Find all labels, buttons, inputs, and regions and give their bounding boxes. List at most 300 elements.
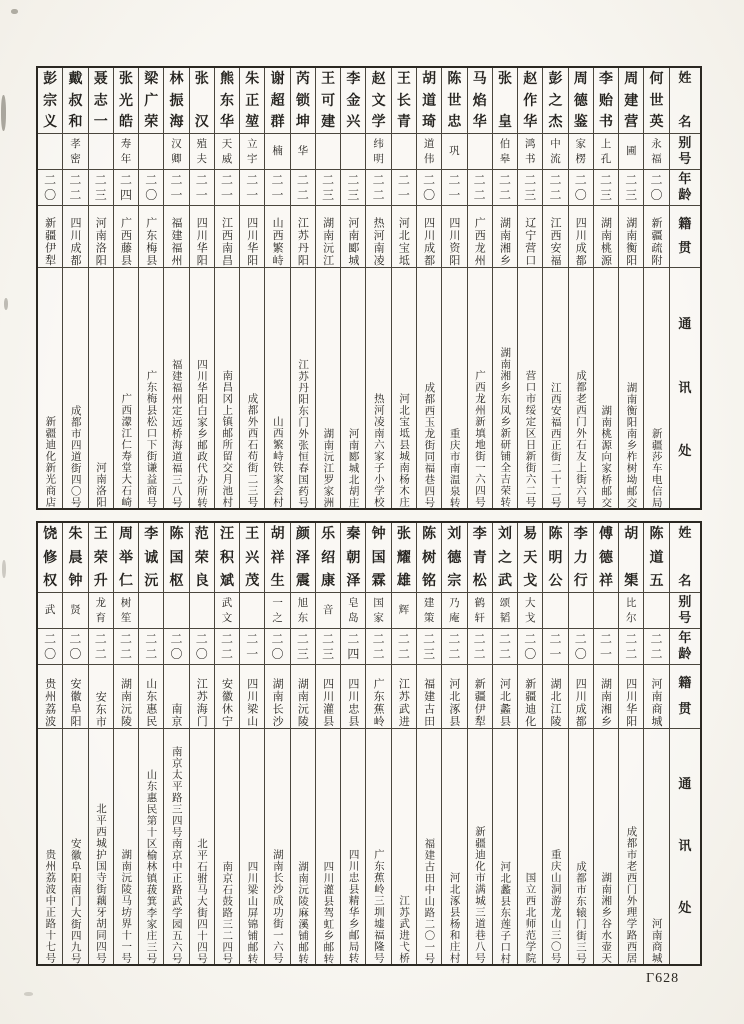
alias-cell bbox=[164, 593, 188, 629]
native-place-cell: 四川资阳 bbox=[442, 206, 466, 268]
name-cell: 聂 志 一 bbox=[89, 68, 113, 134]
alias-cell bbox=[543, 593, 567, 629]
native-place-cell: 四川成都 bbox=[417, 206, 441, 268]
entry-column bbox=[214, 523, 239, 964]
address-cell: 山东惠民第十区榆林镇菝箕李家庄三号 bbox=[145, 768, 158, 964]
address-cell: 四川忠县精华乡邮局转 bbox=[347, 849, 360, 964]
age-cell: 二 三 bbox=[316, 629, 340, 665]
alias-cell: 永 福 bbox=[644, 134, 668, 170]
native-place-cell: 新疆伊犁 bbox=[38, 206, 62, 268]
alias-cell: 道 伟 bbox=[417, 134, 441, 170]
address-cell: 成都外西石苟街二三号 bbox=[246, 393, 259, 508]
native-place-cell: 河北蠡县 bbox=[493, 665, 517, 729]
entry-column bbox=[365, 523, 390, 964]
alias-cell bbox=[594, 593, 618, 629]
entry-column bbox=[643, 68, 668, 508]
entry-column bbox=[163, 523, 188, 964]
native-place-cell: 新疆伊犁 bbox=[468, 665, 492, 729]
alias-cell: 音 bbox=[316, 593, 340, 629]
age-cell: 二 四 bbox=[114, 170, 138, 206]
header-age: 年 龄 bbox=[670, 629, 700, 665]
native-place-cell: 湖南衡阳 bbox=[619, 206, 643, 268]
header-native-place: 籍 贯 bbox=[670, 665, 700, 729]
age-cell: 二 二 bbox=[63, 170, 87, 206]
address-cell: 湖南湘乡东凤乡新研铺全吉荣转 bbox=[499, 347, 512, 508]
alias-cell: 孝 密 bbox=[63, 134, 87, 170]
native-place-cell: 四川忠县 bbox=[341, 665, 365, 729]
age-cell: 二 二 bbox=[442, 629, 466, 665]
address-cell: 南京石鼓路三二四号 bbox=[221, 860, 234, 964]
native-place-cell: 四川华阳 bbox=[190, 206, 214, 268]
native-place-cell: 河南郾城 bbox=[341, 206, 365, 268]
native-place-cell: 热河南凌 bbox=[366, 206, 390, 268]
entry-column bbox=[239, 68, 264, 508]
name-cell: 王 可 建 bbox=[316, 68, 340, 134]
alias-cell: 建 策 bbox=[417, 593, 441, 629]
alias-cell: 天 威 bbox=[215, 134, 239, 170]
address-cell: 山西繁峙铁家会村 bbox=[271, 416, 284, 508]
age-cell: 二 三 bbox=[594, 170, 618, 206]
name-cell: 胡 祥 生 bbox=[265, 523, 289, 593]
entry-column bbox=[163, 68, 188, 508]
alias-cell: 比 尔 bbox=[619, 593, 643, 629]
name-cell: 李 贻 书 bbox=[594, 68, 618, 134]
entry-column bbox=[365, 68, 390, 508]
age-cell: 二 〇 bbox=[38, 170, 62, 206]
name-cell: 王 兴 茂 bbox=[240, 523, 264, 593]
age-cell: 二 一 bbox=[543, 629, 567, 665]
name-cell: 熊 东 华 bbox=[215, 68, 239, 134]
address-cell: 重庆山洞游龙山三〇号 bbox=[549, 849, 562, 964]
address-cell: 安徽阜阳南门大街四九号 bbox=[69, 837, 82, 964]
alias-cell: 贤 bbox=[63, 593, 87, 629]
address-cell: 福建古田中山路二〇一号 bbox=[423, 837, 436, 964]
native-place-cell: 四川华阳 bbox=[240, 206, 264, 268]
name-cell: 陈 明 公 bbox=[543, 523, 567, 593]
alias-cell: 武 文 bbox=[215, 593, 239, 629]
entry-column bbox=[618, 523, 643, 964]
native-place-cell: 四川成都 bbox=[569, 206, 593, 268]
address-cell: 湖南长沙成功街一六号 bbox=[271, 849, 284, 964]
entry-column bbox=[38, 68, 62, 508]
alias-cell bbox=[392, 134, 416, 170]
age-cell: 二 三 bbox=[89, 170, 113, 206]
age-cell: 二 三 bbox=[341, 170, 365, 206]
name-cell: 陈 国 枢 bbox=[164, 523, 188, 593]
address-cell: 四川灌县驾虹乡邮转 bbox=[322, 860, 335, 964]
address-cell: 河南郾城北胡庄 bbox=[347, 427, 360, 508]
address-cell: 四川华阳白家乡邮政代办所转 bbox=[196, 358, 209, 508]
address-cell: 四川梁山屏锦铺邮转 bbox=[246, 860, 259, 964]
header-age: 年 龄 bbox=[670, 170, 700, 206]
entry-column bbox=[315, 68, 340, 508]
age-cell: 二 二 bbox=[493, 629, 517, 665]
address-cell: 河南商城 bbox=[650, 918, 663, 964]
name-cell: 张 汉 bbox=[190, 68, 214, 134]
address-cell: 成都市老西门外理学路西居 bbox=[625, 826, 638, 964]
name-cell: 陈 树 铭 bbox=[417, 523, 441, 593]
scan-artifact bbox=[2, 560, 6, 578]
alias-cell: 旭 东 bbox=[291, 593, 315, 629]
native-place-cell: 湖南湘乡 bbox=[493, 206, 517, 268]
name-cell: 张 耀 雄 bbox=[392, 523, 416, 593]
header-name: 姓 名 bbox=[670, 523, 700, 593]
header-address: 通 讯 处 bbox=[678, 317, 692, 459]
alias-cell: 武 bbox=[38, 593, 62, 629]
directory-table-bottom bbox=[36, 521, 702, 966]
age-cell: 二 二 bbox=[468, 629, 492, 665]
address-cell: 河北宝坻县城南杨木庄 bbox=[398, 393, 411, 508]
entry-column bbox=[416, 68, 441, 508]
native-place-cell: 河北宝坻 bbox=[392, 206, 416, 268]
native-place-cell: 新疆迪化 bbox=[518, 665, 542, 729]
age-cell: 二 〇 bbox=[190, 629, 214, 665]
name-cell: 何 世 英 bbox=[644, 68, 668, 134]
alias-cell: 殖 夫 bbox=[190, 134, 214, 170]
alias-cell: 家 楞 bbox=[569, 134, 593, 170]
entry-column bbox=[290, 523, 315, 964]
alias-cell: 楠 bbox=[265, 134, 289, 170]
native-place-cell: 河南商城 bbox=[644, 665, 668, 729]
entry-column bbox=[88, 68, 113, 508]
age-cell: 二 二 bbox=[215, 629, 239, 665]
native-place-cell: 湖南沅陵 bbox=[291, 665, 315, 729]
entry-column bbox=[542, 68, 567, 508]
entry-column bbox=[38, 523, 62, 964]
age-cell: 二 一 bbox=[594, 629, 618, 665]
name-cell: 李 力 行 bbox=[569, 523, 593, 593]
name-cell: 乐 绍 康 bbox=[316, 523, 340, 593]
address-cell: 河北蠡县东莲子口村 bbox=[499, 860, 512, 964]
alias-cell: 伯 皋 bbox=[493, 134, 517, 170]
address-cell: 北平西城护国寺街藕牙胡同四号 bbox=[94, 803, 107, 964]
address-cell: 南京太平路三四号南京中正路武学园五六号 bbox=[170, 745, 183, 964]
native-place-cell: 河南洛阳 bbox=[89, 206, 113, 268]
entry-column bbox=[416, 523, 441, 964]
entry-column bbox=[441, 523, 466, 964]
alias-cell: 龙 育 bbox=[89, 593, 113, 629]
name-cell: 易 天 戈 bbox=[518, 523, 542, 593]
alias-cell: 大 戈 bbox=[518, 593, 542, 629]
alias-cell bbox=[468, 134, 492, 170]
alias-cell: 树 笙 bbox=[114, 593, 138, 629]
age-cell: 二 二 bbox=[139, 629, 163, 665]
entry-column bbox=[290, 68, 315, 508]
name-cell: 彭 之 杰 bbox=[543, 68, 567, 134]
address-cell: 河北涿县杨和庄村 bbox=[448, 872, 461, 964]
header-alias: 别 号 bbox=[670, 593, 700, 629]
alias-cell bbox=[190, 593, 214, 629]
age-cell: 二 二 bbox=[543, 170, 567, 206]
age-cell: 二 〇 bbox=[63, 629, 87, 665]
address-cell: 江西安福西正街二十二号 bbox=[549, 381, 562, 508]
scan-artifact bbox=[24, 992, 33, 996]
native-place-cell: 江苏武进 bbox=[392, 665, 416, 729]
age-cell: 二 二 bbox=[619, 629, 643, 665]
address-cell: 营口市绥定区日新街六二号 bbox=[524, 370, 537, 508]
name-cell: 刘 德 宗 bbox=[442, 523, 466, 593]
name-cell: 梁 广 荣 bbox=[139, 68, 163, 134]
age-cell: 二 三 bbox=[316, 170, 340, 206]
name-cell: 周 德 鉴 bbox=[569, 68, 593, 134]
address-cell: 成都老西门外石友上街六号 bbox=[575, 370, 587, 508]
address-cell: 广西龙州新填地街一六四号 bbox=[473, 370, 486, 508]
alias-cell: 鸿 书 bbox=[518, 134, 542, 170]
age-cell: 二 〇 bbox=[38, 629, 62, 665]
age-cell: 二 〇 bbox=[644, 170, 668, 206]
alias-cell bbox=[240, 593, 264, 629]
name-cell: 胡 道 琦 bbox=[417, 68, 441, 134]
age-cell: 二 四 bbox=[341, 629, 365, 665]
address-cell: 湖南湘乡谷水壶天 bbox=[600, 872, 613, 964]
page-number: Γ628 bbox=[646, 971, 680, 986]
entry-column bbox=[340, 68, 365, 508]
directory-table-top bbox=[36, 66, 702, 510]
age-cell: 二 〇 bbox=[569, 629, 593, 665]
name-cell: 张 光 皓 bbox=[114, 68, 138, 134]
alias-cell: 纬 明 bbox=[366, 134, 390, 170]
age-cell: 二 三 bbox=[291, 629, 315, 665]
native-place-cell: 江苏海门 bbox=[190, 665, 214, 729]
native-place-cell: 广东梅县 bbox=[139, 206, 163, 268]
age-cell: 二 二 bbox=[493, 170, 517, 206]
alias-cell: 鹤 轩 bbox=[468, 593, 492, 629]
alias-cell bbox=[38, 134, 62, 170]
alias-cell bbox=[139, 593, 163, 629]
age-cell: 二 二 bbox=[644, 629, 668, 665]
address-cell: 广西濛江仁寿堂大石崎 bbox=[120, 393, 133, 508]
entry-column bbox=[138, 68, 163, 508]
age-cell: 二 二 bbox=[291, 170, 315, 206]
entry-column bbox=[214, 68, 239, 508]
native-place-cell: 四川梁山 bbox=[240, 665, 264, 729]
native-place-cell: 四川成都 bbox=[569, 665, 593, 729]
address-cell: 新疆迪化新光商店 bbox=[44, 416, 57, 508]
native-place-cell: 广西藤县 bbox=[114, 206, 138, 268]
entry-column bbox=[113, 68, 138, 508]
address-cell: 广东蕉岭三圳墟福隆号 bbox=[372, 849, 385, 964]
name-cell: 饶 修 权 bbox=[38, 523, 62, 593]
entry-column bbox=[593, 68, 618, 508]
native-place-cell: 安东市 bbox=[89, 665, 113, 729]
entry-column bbox=[189, 68, 214, 508]
entry-column bbox=[264, 523, 289, 964]
native-place-cell: 四川成都 bbox=[63, 206, 87, 268]
native-place-cell: 安徽阜阳 bbox=[63, 665, 87, 729]
native-place-cell: 湖北江陵 bbox=[543, 665, 567, 729]
native-place-cell: 辽宁营口 bbox=[518, 206, 542, 268]
name-cell: 赵 作 华 bbox=[518, 68, 542, 134]
entry-column bbox=[593, 523, 618, 964]
age-cell: 二 二 bbox=[89, 629, 113, 665]
entry-column bbox=[517, 523, 542, 964]
name-cell: 傅 德 祥 bbox=[594, 523, 618, 593]
name-cell: 李 诚 沅 bbox=[139, 523, 163, 593]
age-cell: 二 一 bbox=[392, 170, 416, 206]
native-place-cell: 湖南桃源 bbox=[594, 206, 618, 268]
name-cell: 刘 之 武 bbox=[493, 523, 517, 593]
address-cell: 成都市四道街四〇号 bbox=[69, 404, 82, 508]
name-cell: 王 荣 升 bbox=[89, 523, 113, 593]
name-cell: 周 举 仁 bbox=[114, 523, 138, 593]
age-cell: 二 一 bbox=[442, 170, 466, 206]
name-cell: 陈 道 五 bbox=[644, 523, 668, 593]
native-place-cell: 广西龙州 bbox=[468, 206, 492, 268]
address-cell: 北平石驸马大街四十四号 bbox=[196, 837, 209, 964]
name-cell: 胡 榘 bbox=[619, 523, 643, 593]
address-cell: 江苏武进弋桥 bbox=[398, 895, 411, 964]
native-place-cell: 新疆疏附 bbox=[644, 206, 668, 268]
age-cell: 二 一 bbox=[190, 170, 214, 206]
age-cell: 二 一 bbox=[164, 170, 188, 206]
address-cell: 湖南沅陵马坊界十一号 bbox=[120, 849, 133, 964]
entry-column bbox=[643, 523, 668, 964]
name-cell: 朱 晨 钟 bbox=[63, 523, 87, 593]
name-cell: 马 焰 华 bbox=[468, 68, 492, 134]
name-cell: 王 长 青 bbox=[392, 68, 416, 134]
alias-cell: 华 bbox=[291, 134, 315, 170]
native-place-cell: 湖南沅陵 bbox=[114, 665, 138, 729]
entry-column bbox=[517, 68, 542, 508]
scan-artifact bbox=[1, 95, 6, 131]
address-cell: 热河凌南六家子小学校 bbox=[372, 393, 385, 508]
native-place-cell: 湖南沅江 bbox=[316, 206, 340, 268]
name-cell: 彭 宗 义 bbox=[38, 68, 62, 134]
alias-cell bbox=[89, 134, 113, 170]
address-cell: 广东梅县松口下街谦益商号 bbox=[145, 370, 158, 508]
native-place-cell: 四川灌县 bbox=[316, 665, 340, 729]
address-cell: 南昌冈上镇邮所留交月池村 bbox=[221, 370, 234, 508]
age-cell: 二 二 bbox=[366, 170, 390, 206]
address-cell: 湖南衡阳南乡柞树坳邮交 bbox=[625, 381, 638, 508]
native-place-cell: 南京 bbox=[164, 665, 188, 729]
address-cell: 湖南沅江罗家洲 bbox=[322, 427, 335, 508]
alias-cell: 乃 庵 bbox=[442, 593, 466, 629]
native-place-cell: 湖南湘乡 bbox=[594, 665, 618, 729]
name-cell: 颜 泽 震 bbox=[291, 523, 315, 593]
native-place-cell: 广东蕉岭 bbox=[366, 665, 390, 729]
age-cell: 二 三 bbox=[619, 170, 643, 206]
name-cell: 汪 积 斌 bbox=[215, 523, 239, 593]
native-place-cell: 福建古田 bbox=[417, 665, 441, 729]
address-cell: 河南洛阳 bbox=[94, 462, 107, 508]
name-cell: 范 荣 良 bbox=[190, 523, 214, 593]
alias-cell: 国 家 bbox=[366, 593, 390, 629]
header-native-place: 籍 贯 bbox=[670, 206, 700, 268]
alias-cell bbox=[341, 134, 365, 170]
header-alias: 别 号 bbox=[670, 134, 700, 170]
age-cell: 二 一 bbox=[265, 170, 289, 206]
alias-cell bbox=[569, 593, 593, 629]
name-cell: 戴 叔 和 bbox=[63, 68, 87, 134]
scan-artifact bbox=[11, 9, 18, 14]
entry-column bbox=[492, 68, 517, 508]
name-cell: 李 青 松 bbox=[468, 523, 492, 593]
scan-artifact bbox=[4, 298, 8, 310]
header-address: 通 讯 处 bbox=[678, 777, 692, 916]
alias-cell: 上 孔 bbox=[594, 134, 618, 170]
age-cell: 二 二 bbox=[114, 629, 138, 665]
entry-column bbox=[62, 523, 87, 964]
name-cell: 陈 世 忠 bbox=[442, 68, 466, 134]
entry-column bbox=[568, 68, 593, 508]
native-place-cell: 四川华阳 bbox=[619, 665, 643, 729]
alias-cell: 圃 bbox=[619, 134, 643, 170]
native-place-cell: 安徽休宁 bbox=[215, 665, 239, 729]
address-cell: 成都西玉龙街同福巷四号 bbox=[423, 381, 436, 508]
entry-column bbox=[113, 523, 138, 964]
age-cell: 二 〇 bbox=[569, 170, 593, 206]
name-cell: 赵 文 学 bbox=[366, 68, 390, 134]
alias-cell: 辉 bbox=[392, 593, 416, 629]
name-cell: 张 皇 bbox=[493, 68, 517, 134]
header-column bbox=[669, 523, 700, 964]
entry-column bbox=[568, 523, 593, 964]
name-cell: 芮 锁 坤 bbox=[291, 68, 315, 134]
entry-column bbox=[391, 68, 416, 508]
address-cell: 贵州荔波中正路十七号 bbox=[44, 849, 57, 964]
age-cell: 二 三 bbox=[417, 629, 441, 665]
entry-column bbox=[189, 523, 214, 964]
age-cell: 二 二 bbox=[392, 629, 416, 665]
alias-cell: 颂 韬 bbox=[493, 593, 517, 629]
address-cell: 重庆市南温泉转 bbox=[448, 427, 461, 508]
header-column bbox=[669, 68, 700, 508]
age-cell: 二 〇 bbox=[518, 629, 542, 665]
native-place-cell: 山东惠民 bbox=[139, 665, 163, 729]
alias-cell bbox=[316, 134, 340, 170]
native-place-cell: 江苏丹阳 bbox=[291, 206, 315, 268]
name-cell: 秦 朝 泽 bbox=[341, 523, 365, 593]
alias-cell: 皂 岛 bbox=[341, 593, 365, 629]
age-cell: 二 一 bbox=[215, 170, 239, 206]
entry-column bbox=[62, 68, 87, 508]
entry-column bbox=[467, 523, 492, 964]
entry-column bbox=[264, 68, 289, 508]
alias-cell: 巩 bbox=[442, 134, 466, 170]
native-place-cell: 江西南昌 bbox=[215, 206, 239, 268]
name-cell: 林 振 海 bbox=[164, 68, 188, 134]
native-place-cell: 江西安福 bbox=[543, 206, 567, 268]
entry-column bbox=[492, 523, 517, 964]
age-cell: 二 二 bbox=[468, 170, 492, 206]
address-cell: 福建福州定远桥海道福三八号 bbox=[170, 358, 183, 508]
alias-cell: 立 宇 bbox=[240, 134, 264, 170]
age-cell: 二 二 bbox=[366, 629, 390, 665]
name-cell: 钟 国 霖 bbox=[366, 523, 390, 593]
native-place-cell: 湖南长沙 bbox=[265, 665, 289, 729]
age-cell: 二 三 bbox=[518, 170, 542, 206]
name-cell: 朱 正 堃 bbox=[240, 68, 264, 134]
alias-cell bbox=[139, 134, 163, 170]
address-cell: 江苏丹阳东门外张恒春国药号 bbox=[297, 358, 310, 508]
age-cell: 二 〇 bbox=[139, 170, 163, 206]
native-place-cell: 贵州荔波 bbox=[38, 665, 62, 729]
entry-column bbox=[467, 68, 492, 508]
native-place-cell: 福建福州 bbox=[164, 206, 188, 268]
address-cell: 新疆迪化市满城三道巷八号 bbox=[473, 826, 486, 964]
alias-cell: 一 之 bbox=[265, 593, 289, 629]
name-cell: 周 建 营 bbox=[619, 68, 643, 134]
alias-cell: 中 流 bbox=[543, 134, 567, 170]
name-cell: 谢 超 群 bbox=[265, 68, 289, 134]
entry-column bbox=[88, 523, 113, 964]
address-cell: 国立西北师范学院 bbox=[524, 872, 537, 964]
age-cell: 二 〇 bbox=[164, 629, 188, 665]
address-cell: 新疆莎车电信局 bbox=[650, 427, 663, 508]
alias-cell: 寿 年 bbox=[114, 134, 138, 170]
native-place-cell: 河北涿县 bbox=[442, 665, 466, 729]
